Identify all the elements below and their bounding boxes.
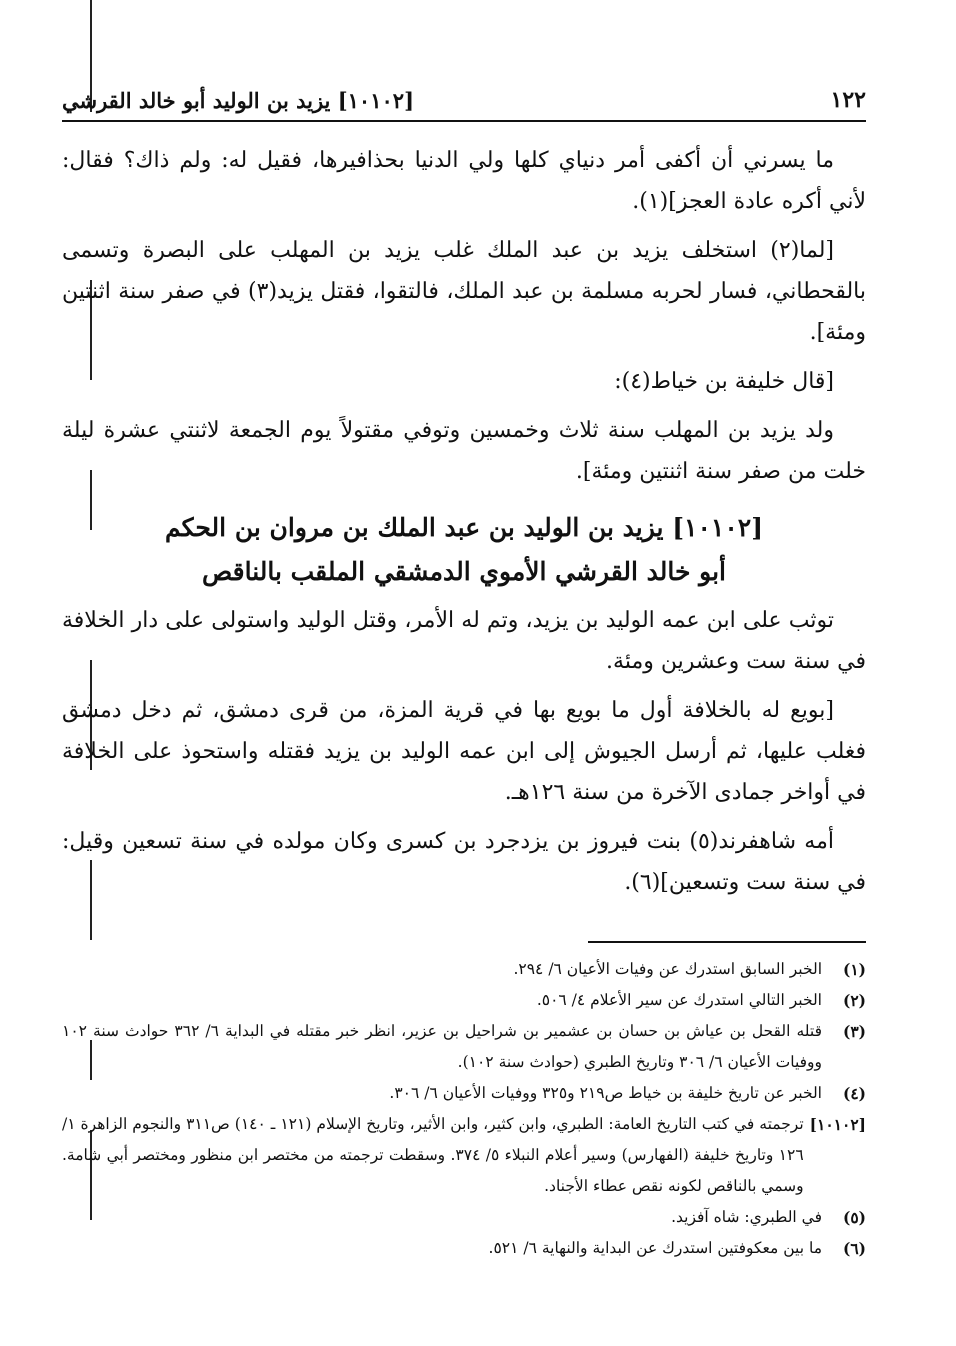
footnote-text: قتله القحل بن عياش بن حسان بن عشمير بن شراحيل بن عزير، انظر خبر مقتله في البداية ٦/ ٣٦٢ حوادث سنة ١٠٢ ووفيات الأعيان ٦/ ٣٠٦ وتاريخ الطبري (حوادث سنة ١٠٢).	[62, 1022, 822, 1071]
running-header	[62, 80, 866, 122]
entry-heading-line2: أبو خالد القرشي الأموي الدمشقي الملقب بالناقص	[202, 557, 726, 586]
paragraph: [بويع له بالخلافة أول ما بويع بها في قرية المزة، من قرى دمشق، ثم دخل دمشق فغلب عليها، ثم أرسل الجيوش إلى ابن عمه الوليد بن يزيد فقتله واستحوذ على الخلافة في أواخر جمادى الآخرة من سنة ١٢٦هـ.	[62, 698, 866, 805]
footnote-text: ترجمته في كتب التاريخ العامة: الطبري، وابن كثير، وابن الأثير، وتاريخ الإسلام (١٢١ ـ ١٤٠) ص٣١١ والنجوم الزاهرة ١/ ١٢٦ وتاريخ خليفة (الفهارس) وسير أعلام النبلاء ٥/ ٣٧٤. وسقطت ترجمته من مختصر ابن منظور ومختصر أبي شامة. وسمي بالناقص لكونه نقص عطاء الأجناد.	[62, 1115, 804, 1195]
footnotes	[62, 954, 866, 1264]
footnote	[62, 1233, 866, 1264]
footnote-text: ما بين معكوفتين استدرك عن البداية والنهاية ٦/ ٥٢١.	[488, 1239, 822, 1257]
entry-heading-line1: [١٠١٠٢] يزيد بن الوليد بن عبد الملك بن مروان بن الحكم	[164, 513, 764, 542]
footnote	[62, 985, 866, 1016]
footnote-separator	[588, 941, 866, 943]
footnote-mark: (٦)	[842, 1239, 866, 1258]
footnote	[62, 1016, 866, 1078]
entry-heading	[62, 506, 866, 594]
footnote	[62, 954, 866, 985]
paragraph: [قال خليفة بن خياط(٤):	[614, 369, 834, 394]
page-number: ١٢٢	[830, 87, 866, 113]
paragraph: [لما(٢) استخلف يزيد بن عبد الملك غلب يزيد بن المهلب على البصرة وتسمى بالقحطاني، فسار لحربه مسلمة بن عبد الملك، فالتقوا، فقتل يزيد(٣) في صفر سنة اثنتين ومئة].	[62, 238, 866, 345]
footnote-mark: (٥)	[842, 1208, 866, 1227]
paragraph: أمه شاهفرند(٥) بنت فيروز بن يزدجرد بن كسرى وكان مولده في سنة تسعين وقيل: في سنة ست وتسعين](٦).	[62, 829, 866, 895]
running-title: [١٠١٠٢] يزيد بن الوليد أبو خالد القرشي	[62, 87, 414, 113]
footnote-mark: (٣)	[842, 1022, 866, 1041]
paragraph: توثب على ابن عمه الوليد بن يزيد، وتم له الأمر، وقتل الوليد واستولى على دار الخلافة في سنة ست وعشرين ومئة.	[62, 608, 866, 674]
footnote-text: الخبر التالي استدرك عن سير الأعلام ٤/ ٥٠٦.	[536, 991, 822, 1009]
footnote	[62, 1109, 866, 1202]
footnote-mark: (٤)	[842, 1084, 866, 1103]
footnote-text: الخبر السابق استدرك عن وفيات الأعيان ٦/ ٢٩٤.	[513, 960, 822, 978]
main-text	[62, 140, 866, 911]
footnote-text: في الطبري: شاه آفزيد.	[671, 1208, 822, 1226]
footnote-mark: (١)	[842, 960, 866, 979]
footnote	[62, 1202, 866, 1233]
footnote	[62, 1078, 866, 1109]
footnote-text: الخبر عن تاريخ خليفة بن خياط ص٢١٩ و٣٢٥ ووفيات الأعيان ٦/ ٣٠٦.	[389, 1084, 822, 1102]
footnote-mark: [١٠١٠٢]	[809, 1115, 866, 1134]
paragraph: ولد يزيد بن المهلب سنة ثلاث وخمسين وتوفي مقتولاً يوم الجمعة لاثنتي عشرة ليلة خلت من صفر سنة اثنتين ومئة].	[62, 418, 866, 484]
paragraph: ما يسرني أن أكفى أمر دنياي كلها ولي الدنيا بحذافيرها، فقيل له: ولم ذاك؟ فقال: لأني أكره عادة العجز](١).	[62, 148, 866, 214]
footnote-mark: (٢)	[842, 991, 866, 1010]
